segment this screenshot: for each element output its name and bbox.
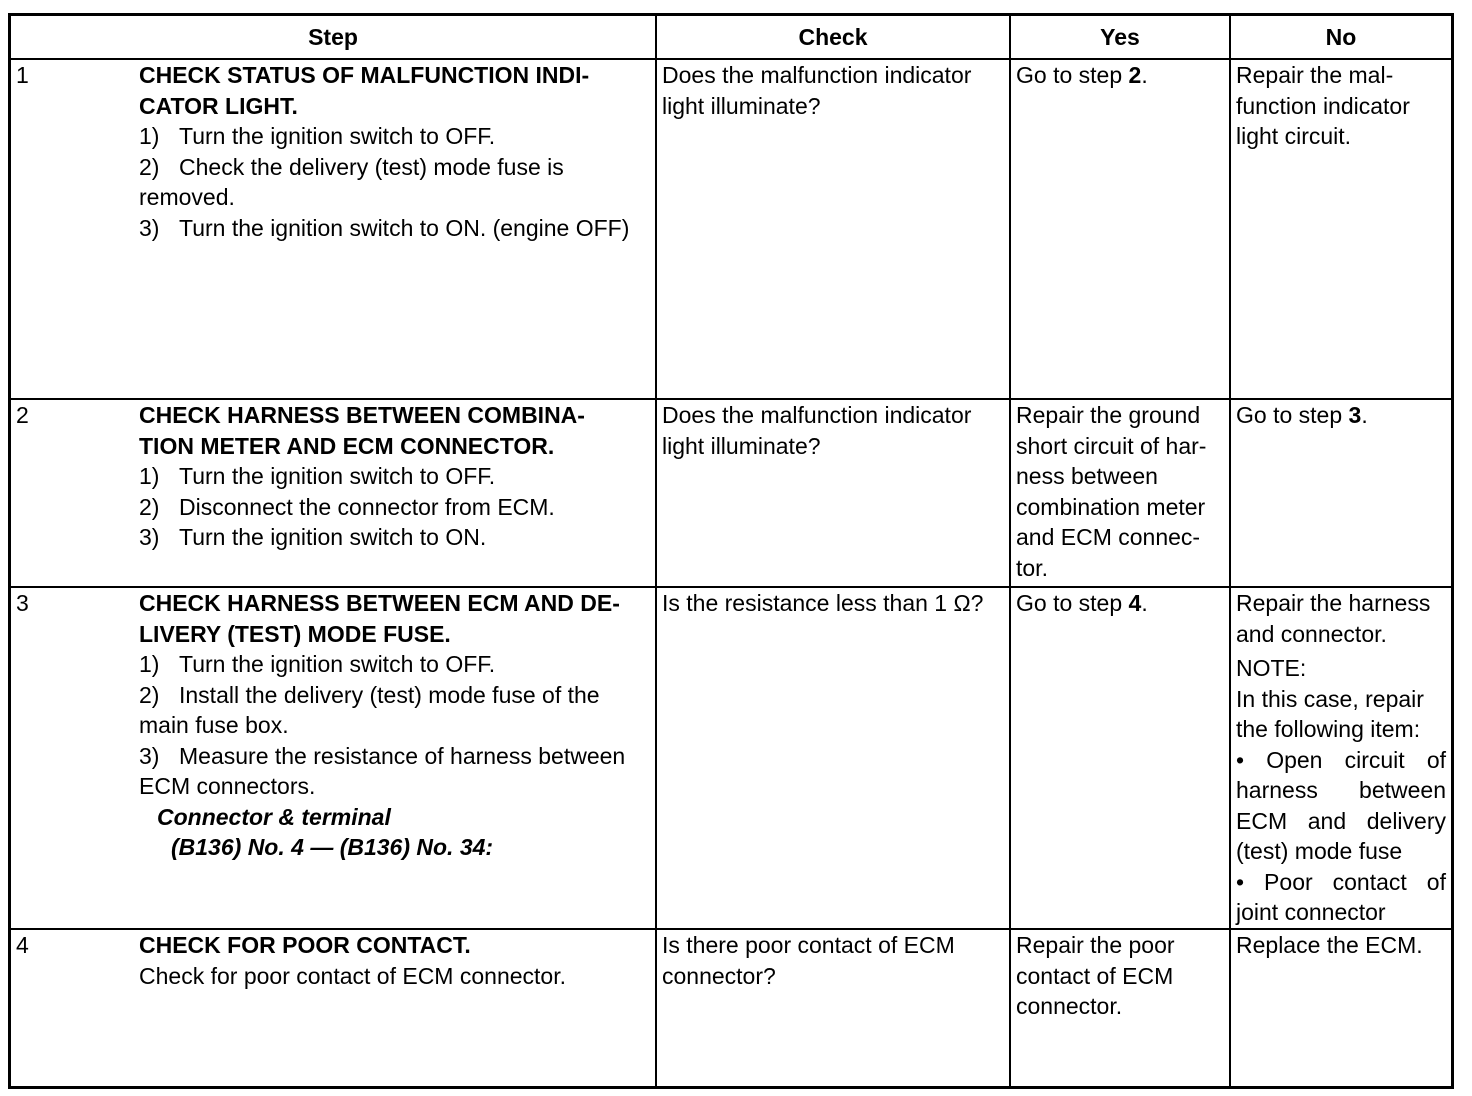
table-row bbox=[10, 587, 1452, 929]
substep-continuation: main fuse box. bbox=[139, 712, 289, 738]
substep: 1) Turn the ignition switch to OFF. bbox=[139, 123, 496, 149]
table-row bbox=[10, 929, 1452, 1087]
step-description bbox=[134, 929, 656, 1087]
check-cell: Is there poor contact of ECM connector? bbox=[656, 929, 1010, 1087]
yes-cell: Go to step 4. bbox=[1010, 587, 1230, 929]
step-title: CHECK STATUS OF MALFUNCTION INDI- bbox=[139, 62, 590, 88]
step-ref: 2 bbox=[1128, 62, 1142, 88]
step-description bbox=[134, 59, 656, 399]
connector-value: (B136) No. 4 — (B136) No. 34: bbox=[171, 834, 494, 860]
step-ref: 4 bbox=[1128, 590, 1142, 616]
table-row bbox=[10, 59, 1452, 399]
step-ref: 3 bbox=[1348, 402, 1362, 428]
substep: 2) Disconnect the connector from ECM. bbox=[139, 493, 555, 520]
diagnostic-table bbox=[9, 14, 1453, 1088]
substep: 1) Turn the ignition switch to OFF. bbox=[139, 463, 496, 489]
substep: 2) Install the delivery (test) mode fuse of the bbox=[139, 681, 600, 708]
step-description bbox=[134, 587, 656, 929]
yes-cell: Repair the ground short circuit of har- ness between combination meter and ECM connec- tor. bbox=[1010, 399, 1230, 587]
no-cell: Repair the harness and connector. NOTE: In this case, repair the following item: • Open circuit of harness between ECM and delivery (test) mode fuse • Poor contact of joint connector bbox=[1230, 587, 1452, 929]
header-check: Check bbox=[656, 15, 1010, 59]
no-cell: Go to step 3. bbox=[1230, 399, 1452, 587]
connector-label: Connector & terminal bbox=[157, 803, 391, 830]
substep: 1) Turn the ignition switch to OFF. bbox=[139, 651, 496, 677]
header-no: No bbox=[1230, 15, 1452, 59]
substep: 3) Turn the ignition switch to ON. (engine OFF) bbox=[139, 214, 630, 241]
no-cell: Replace the ECM. bbox=[1230, 929, 1452, 1087]
check-cell: Does the malfunction indicator light illuminate? bbox=[656, 59, 1010, 399]
step-description bbox=[134, 399, 656, 587]
step-title: LIVERY (TEST) MODE FUSE. bbox=[139, 620, 451, 647]
step-title: CHECK HARNESS BETWEEN ECM AND DE- bbox=[139, 590, 620, 616]
step-title: TION METER AND ECM CONNECTOR. bbox=[139, 432, 555, 459]
substep-continuation: removed. bbox=[139, 184, 235, 210]
header-yes: Yes bbox=[1010, 15, 1230, 59]
substep: 3) Measure the resistance of harness between bbox=[139, 742, 626, 769]
yes-cell: Go to step 2. bbox=[1010, 59, 1230, 399]
no-cell: Repair the mal- function indicator light circuit. bbox=[1230, 59, 1452, 399]
check-cell: Is the resistance less than 1 Ω? bbox=[656, 587, 1010, 929]
step-title: CATOR LIGHT. bbox=[139, 92, 298, 119]
substep-continuation: ECM connectors. bbox=[139, 773, 316, 799]
step-number: 2 bbox=[10, 399, 134, 587]
note-label: NOTE: bbox=[1236, 655, 1307, 681]
list-item: • Poor contact of bbox=[1236, 868, 1446, 895]
step-number: 1 bbox=[10, 59, 134, 399]
check-cell: Does the malfunction indicator light illuminate? bbox=[656, 399, 1010, 587]
substep: 3) Turn the ignition switch to ON. bbox=[139, 524, 487, 550]
header-step: Step bbox=[10, 15, 656, 59]
header-row bbox=[10, 15, 1452, 59]
step-number: 3 bbox=[10, 587, 134, 929]
step-title: CHECK FOR POOR CONTACT. bbox=[139, 932, 471, 958]
step-number: 4 bbox=[10, 929, 134, 1087]
step-text: Check for poor contact of ECM connector. bbox=[139, 962, 566, 989]
step-title: CHECK HARNESS BETWEEN COMBINA- bbox=[139, 402, 585, 428]
table-row bbox=[10, 399, 1452, 587]
yes-cell: Repair the poor contact of ECM connector. bbox=[1010, 929, 1230, 1087]
list-item: • Open circuit of bbox=[1236, 746, 1446, 773]
substep: 2) Check the delivery (test) mode fuse is bbox=[139, 153, 564, 180]
